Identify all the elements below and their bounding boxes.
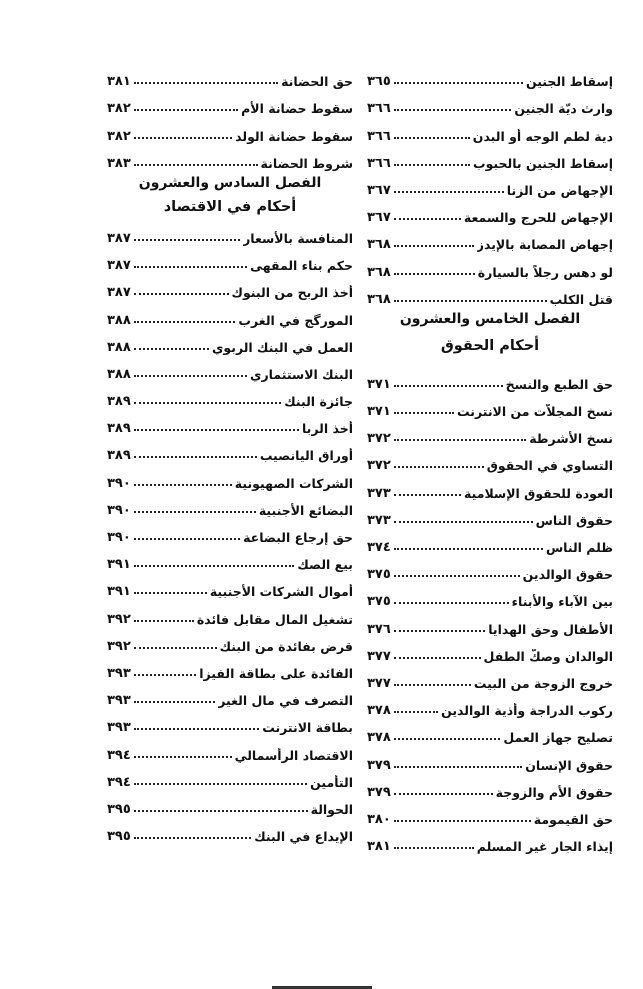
index-entry <box>367 718 613 745</box>
index-entry <box>107 436 353 463</box>
entry-title: حق القيمومة <box>533 811 613 827</box>
entry-title: حق الطبع والنسخ <box>505 376 613 392</box>
index-entry <box>107 463 353 490</box>
chapter-title-25: الفصل الخامس والعشرون <box>399 310 581 327</box>
dot-leader <box>134 701 215 703</box>
entry-title: إيذاء الجار غير المسلم <box>476 839 613 855</box>
dot-leader <box>134 456 257 458</box>
page-number: ٣٩٤ <box>107 774 131 790</box>
entry-title: نسخ الأشرطة <box>529 431 613 447</box>
index-entry <box>367 501 613 528</box>
index-entry <box>367 144 613 171</box>
dot-leader <box>394 109 512 111</box>
page-number: ٣٧٩ <box>367 757 391 773</box>
entry-title: وارث ديّة الجنين <box>514 101 613 117</box>
dot-leader <box>134 538 240 540</box>
page-number: ٣٨٩ <box>107 421 131 437</box>
entry-group-right-b <box>367 365 613 854</box>
index-entry <box>107 518 353 545</box>
entry-title: أخذ الربا <box>301 421 353 437</box>
index-entry <box>107 654 353 681</box>
entry-title: سقوط حضانة الأم <box>241 101 353 117</box>
dot-leader <box>394 847 474 849</box>
index-entry <box>107 790 353 817</box>
index-entry <box>367 637 613 664</box>
index-entry <box>107 627 353 654</box>
index-entry <box>367 555 613 582</box>
entry-title: حقوق الإنسان <box>525 757 613 773</box>
dot-leader <box>394 630 485 632</box>
dot-leader <box>134 375 247 377</box>
dot-leader <box>394 273 475 275</box>
page-number: ٣٨٩ <box>107 448 131 464</box>
entry-title: تصليح جهاز العمل <box>503 730 613 746</box>
index-entry <box>107 89 353 116</box>
page-number: ٣٧٣ <box>367 485 391 501</box>
dot-leader <box>134 484 232 486</box>
entry-title: الإيداع في البنك <box>254 829 353 845</box>
entry-title: إسقاط الجنين بالحبوب <box>473 155 613 171</box>
page-number: ٣٧٤ <box>367 540 391 555</box>
dot-leader <box>394 164 470 166</box>
index-entry <box>367 446 613 473</box>
dot-leader <box>394 548 543 550</box>
dot-leader <box>134 321 236 323</box>
entry-title: ركوب الدراجة وأذية الوالدين <box>441 703 613 719</box>
entry-group-left-b <box>107 219 353 844</box>
dot-leader <box>394 766 522 768</box>
page-number: ٣٨٢ <box>107 101 131 117</box>
index-entry <box>367 198 613 225</box>
page-number: ٣٦٧ <box>367 182 391 198</box>
entry-title: أخذ الربح من البنوك <box>231 285 353 301</box>
dot-leader <box>394 218 461 220</box>
entry-title: الحوالة <box>310 801 353 817</box>
index-entry <box>107 328 353 355</box>
index-entry <box>107 491 353 518</box>
dot-leader <box>134 728 259 730</box>
page-number: ٣٦٨ <box>367 291 391 307</box>
dot-leader <box>394 439 526 441</box>
index-entry <box>107 409 353 436</box>
dot-leader <box>134 810 308 812</box>
page-number: ٣٦٥ <box>367 74 391 90</box>
index-entry <box>367 664 613 691</box>
page-number: ٣٩٣ <box>107 693 131 709</box>
dot-leader <box>394 385 503 387</box>
index-entry <box>367 609 613 636</box>
index-entry <box>367 116 613 143</box>
page-number: ٣٩٠ <box>107 502 131 518</box>
page-number: ٣٩٢ <box>107 611 131 627</box>
index-column-right <box>367 62 613 854</box>
page-number: ٣٩٢ <box>107 638 131 654</box>
index-entry <box>367 392 613 419</box>
page-number: ٣٨٩ <box>107 394 131 410</box>
entry-title: البضائع الأجنبية <box>258 502 353 518</box>
page-number: ٣٧٥ <box>367 567 391 583</box>
index-entry <box>367 419 613 446</box>
dot-leader <box>134 756 232 758</box>
dot-leader <box>134 837 251 839</box>
entry-title: المنافسة بالأسعار <box>243 230 353 246</box>
entry-title: قتل الكلب <box>549 291 613 307</box>
dot-leader <box>394 245 474 247</box>
entry-title: بين الآباء والأبناء <box>511 594 613 610</box>
entry-title: البنك الاستثماري <box>250 366 353 382</box>
index-entry <box>107 572 353 599</box>
entry-title: ظلم الناس <box>545 540 613 555</box>
dot-leader <box>394 412 454 414</box>
page-number: ٣٧٥ <box>367 594 391 610</box>
index-entry <box>367 225 613 252</box>
page-number: ٣٦٦ <box>367 128 391 144</box>
dot-leader <box>134 511 256 513</box>
dot-leader <box>394 711 438 713</box>
page-number: ٣٨٧ <box>107 258 131 274</box>
index-entry <box>367 62 613 89</box>
dot-leader <box>134 402 281 404</box>
page-number: ٣٨٠ <box>367 811 391 827</box>
entry-title: حقوق الناس <box>535 512 613 528</box>
entry-title: سقوط حضانة الولد <box>235 128 353 144</box>
index-entry <box>367 773 613 800</box>
page-number: ٣٨١ <box>367 839 391 855</box>
entry-title: شروط الحضانة <box>260 155 353 171</box>
entry-title: الوالدان وصكّ الطفل <box>483 648 613 664</box>
page-number: ٣٧٨ <box>367 730 391 746</box>
dot-leader <box>134 565 295 567</box>
dot-leader <box>394 494 461 496</box>
page-number: ٣٨٣ <box>107 155 131 171</box>
dot-leader <box>134 348 209 350</box>
page-number: ٣٨٨ <box>107 339 131 355</box>
entry-title: الاقتصاد الرأسمالي <box>234 747 353 763</box>
index-entry <box>367 582 613 609</box>
page-number: ٣٧٣ <box>367 512 391 528</box>
dot-leader <box>394 738 501 740</box>
entry-title: العودة للحقوق الإسلامية <box>464 485 613 501</box>
index-entry <box>367 800 613 827</box>
entry-title: الفائدة على بطاقة الفيزا <box>199 665 353 681</box>
index-entry <box>367 745 613 772</box>
entry-title: أموال الشركات الأجنبية <box>209 584 353 600</box>
entry-title: التصرف في مال الغير <box>218 693 353 709</box>
page-number: ٣٩٥ <box>107 801 131 817</box>
entry-title: لو دهس رجلاً بالسيارة <box>477 264 613 280</box>
page-number: ٣٦٨ <box>367 264 391 280</box>
dot-leader <box>394 657 481 659</box>
index-column-left <box>107 62 353 844</box>
entry-title: بطاقة الانترنت <box>262 720 353 736</box>
page-number: ٣٧٢ <box>367 431 391 447</box>
entry-title: حقوق الوالدين <box>522 567 613 583</box>
dot-leader <box>134 109 238 111</box>
entry-title: دية لطم الوجه أو البدن <box>472 128 613 144</box>
index-entry <box>107 681 353 708</box>
dot-leader <box>134 137 232 139</box>
page-number: ٣٧٨ <box>367 703 391 719</box>
index-entry <box>107 273 353 300</box>
index-entry <box>367 691 613 718</box>
index-entry <box>107 300 353 327</box>
page-number: ٣٨٨ <box>107 312 131 328</box>
entry-title: العمل في البنك الربوي <box>211 339 353 355</box>
index-entry <box>107 382 353 409</box>
page-number: ٣٨١ <box>107 74 131 90</box>
page-number: ٣٩٥ <box>107 829 131 845</box>
index-entry <box>107 599 353 626</box>
dot-leader <box>394 137 470 139</box>
chapter-title-26: الفصل السادس والعشرون <box>138 174 322 191</box>
entry-title: حقوق الأم والزوجة <box>495 784 613 800</box>
page-number: ٣٦٧ <box>367 210 391 226</box>
dot-leader <box>394 521 533 523</box>
page-number: ٣٨٧ <box>107 285 131 301</box>
dot-leader <box>394 820 531 822</box>
dot-leader <box>394 82 523 84</box>
page-number: ٣٩١ <box>107 584 131 600</box>
page-number: ٣٧٧ <box>367 648 391 664</box>
dot-leader <box>394 793 493 795</box>
dot-leader <box>134 592 207 594</box>
entry-title: إسقاط الجنين <box>525 74 613 90</box>
dot-leader <box>134 239 240 241</box>
page-number: ٣٩٠ <box>107 475 131 491</box>
page-number: ٣٧١ <box>367 404 391 420</box>
entry-title: حق إرجاع البضاعة <box>243 530 353 545</box>
index-entry <box>107 708 353 735</box>
page-number: ٣٦٦ <box>367 101 391 117</box>
dot-leader <box>134 674 196 676</box>
entry-title: التأمين <box>310 774 353 790</box>
entry-group-right-a <box>367 62 613 307</box>
page-number: ٣٦٦ <box>367 155 391 171</box>
index-entry <box>107 355 353 382</box>
index-entry <box>367 280 613 307</box>
entry-title: الإجهاض من الزنا <box>506 182 613 198</box>
page-number: ٣٧٦ <box>367 621 391 637</box>
dot-leader <box>134 783 307 785</box>
entry-title: بيع الصك <box>297 557 353 573</box>
entry-title: تشغيل المال مقابل فائدة <box>196 611 353 627</box>
dot-leader <box>134 620 194 622</box>
dot-leader <box>394 684 471 686</box>
page-number: ٣٩٣ <box>107 665 131 681</box>
entry-title: المورگج في الغرب <box>238 312 353 328</box>
entry-title: قرض بفائدة من البنك <box>219 638 353 654</box>
index-entry <box>107 219 353 246</box>
index-entry <box>107 116 353 143</box>
dot-leader <box>394 300 547 302</box>
chapter-subtitle-26: أحكام في الاقتصاد <box>163 198 297 215</box>
entry-title: حكم بناء المقهى <box>250 258 353 274</box>
page-number: ٣٨٢ <box>107 128 131 144</box>
index-entry <box>367 473 613 500</box>
page-number: ٣٦٨ <box>367 237 391 253</box>
page-number: ٣٧٧ <box>367 675 391 691</box>
page-number: ٣٨٧ <box>107 230 131 246</box>
entry-title: الأطفال وحق الهدايا <box>488 621 613 637</box>
chapter-subtitle-25: أحكام الحقوق <box>440 337 540 354</box>
index-entry <box>367 252 613 279</box>
index-entry <box>107 144 353 171</box>
entry-title: الإجهاض للحرج والسمعة <box>463 210 613 226</box>
index-entry <box>367 528 613 555</box>
dot-leader <box>134 647 217 649</box>
index-entry <box>107 62 353 89</box>
dot-leader <box>134 164 258 166</box>
entry-title: حق الحضانة <box>281 74 353 90</box>
index-entry <box>107 735 353 762</box>
dot-leader <box>134 429 299 431</box>
entry-title: التساوي في الحقوق <box>486 458 613 474</box>
index-entry <box>367 171 613 198</box>
page-number: ٣٩١ <box>107 557 131 573</box>
page-number: ٣٧٢ <box>367 458 391 474</box>
entry-title: نسخ المجلاّت من الانترنت <box>457 404 613 420</box>
page-number: ٣٩٤ <box>107 747 131 763</box>
page-number: ٣٩٠ <box>107 530 131 545</box>
page-number: ٣٩٣ <box>107 720 131 736</box>
dot-leader <box>134 293 229 295</box>
index-entry <box>107 545 353 572</box>
entry-title: جائزة البنك <box>284 394 353 410</box>
index-entry <box>367 89 613 116</box>
dot-leader <box>394 466 484 468</box>
index-entry <box>367 827 613 854</box>
page-number: ٣٨٨ <box>107 366 131 382</box>
entry-title: إجهاض المصابة بالإيدز <box>476 237 613 253</box>
page-number: ٣٧٩ <box>367 784 391 800</box>
index-entry <box>367 365 613 392</box>
dot-leader <box>134 266 247 268</box>
entry-group-left-a <box>107 62 353 171</box>
index-entry <box>107 763 353 790</box>
entry-title: أوراق اليانصيب <box>259 448 353 464</box>
entry-title: الشركات الصهيونية <box>234 475 353 491</box>
page-number: ٣٧١ <box>367 376 391 392</box>
dot-leader <box>394 602 509 604</box>
index-entry <box>107 817 353 844</box>
entry-title: خروج الزوجة من البيت <box>473 675 613 691</box>
dot-leader <box>394 191 504 193</box>
dot-leader <box>394 575 520 577</box>
index-entry <box>107 246 353 273</box>
dot-leader <box>134 82 278 84</box>
